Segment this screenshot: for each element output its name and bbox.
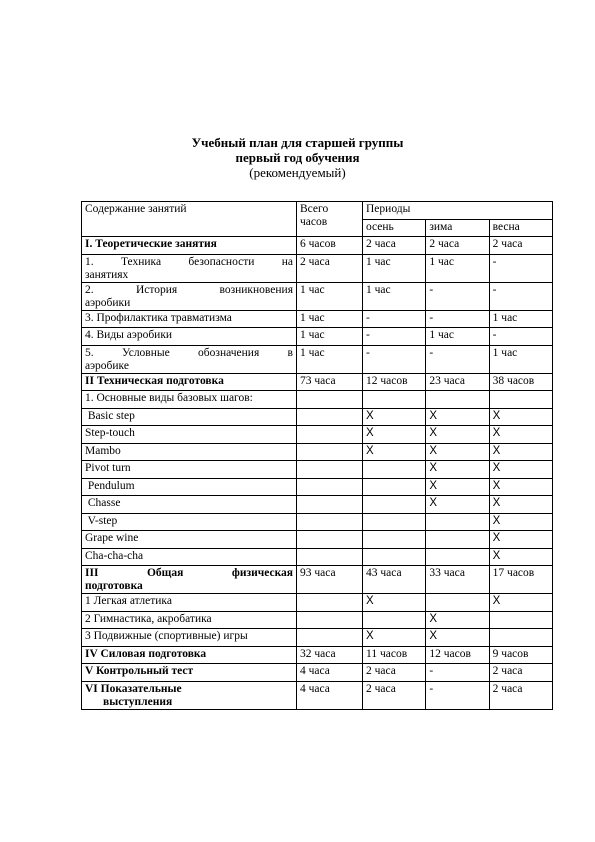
row-spring: -: [489, 328, 552, 346]
row-autumn: [363, 496, 426, 514]
row-spring: 1 час: [489, 345, 552, 373]
row-winter: X: [426, 496, 489, 514]
row-total: [297, 531, 363, 549]
row-winter: X: [426, 443, 489, 461]
row-spring: 2 часа: [489, 664, 552, 682]
row-total: [297, 513, 363, 531]
title-line-1: Учебный план для старшей группы: [191, 135, 404, 150]
row-total: 4 часа: [297, 681, 363, 709]
table-row: [82, 408, 553, 426]
row-label: I. Теоретические занятия: [82, 237, 297, 255]
row-autumn: 1 час: [363, 254, 426, 282]
row-total: [297, 629, 363, 647]
table-header-row: [82, 202, 553, 220]
row-winter: X: [426, 611, 489, 629]
row-total: 1 час: [297, 328, 363, 346]
table-row: [82, 282, 553, 310]
table-row: [82, 496, 553, 514]
row-label-line2: занятиях: [85, 268, 129, 281]
row-winter: X: [426, 629, 489, 647]
row-label: Cha-cha-cha: [82, 548, 297, 566]
row-label: [82, 254, 297, 282]
row-spring: -: [489, 254, 552, 282]
row-autumn: 1 час: [363, 282, 426, 310]
row-autumn: X: [363, 426, 426, 444]
header-content: Содержание занятий: [82, 202, 297, 237]
row-spring: 38 часов: [489, 373, 552, 391]
row-autumn: X: [363, 629, 426, 647]
row-winter: 12 часов: [426, 646, 489, 664]
row-label: 4. Виды аэробики: [82, 328, 297, 346]
table-row: [82, 594, 553, 612]
table-row: [82, 328, 553, 346]
header-periods: Периоды: [363, 202, 553, 220]
row-autumn: [363, 531, 426, 549]
row-autumn: [363, 478, 426, 496]
row-total: [297, 461, 363, 479]
row-label-line1: VI Показательные: [85, 682, 182, 695]
row-total: [297, 611, 363, 629]
row-label: Chasse: [82, 496, 297, 514]
row-label-line1: 5. Условные обозначения в: [85, 346, 293, 359]
row-total: 2 часа: [297, 254, 363, 282]
table-row: [82, 426, 553, 444]
row-autumn: 11 часов: [363, 646, 426, 664]
row-winter: [426, 548, 489, 566]
row-winter: X: [426, 461, 489, 479]
row-label: [82, 681, 297, 709]
row-autumn: 43 часа: [363, 566, 426, 594]
row-label: 2 Гимнастика, акробатика: [82, 611, 297, 629]
row-winter: 2 часа: [426, 237, 489, 255]
row-winter: -: [426, 310, 489, 328]
row-autumn: X: [363, 594, 426, 612]
table-row: [82, 254, 553, 282]
row-winter: -: [426, 345, 489, 373]
row-label: 1 Легкая атлетика: [82, 594, 297, 612]
row-label: 1. Основные виды базовых шагов:: [82, 391, 297, 409]
row-label: V Контрольный тест: [82, 664, 297, 682]
row-spring: X: [489, 496, 552, 514]
row-total: [297, 426, 363, 444]
row-winter: X: [426, 408, 489, 426]
row-label: Step-touch: [82, 426, 297, 444]
row-total: [297, 478, 363, 496]
header-total: [297, 202, 363, 237]
row-label: [82, 566, 297, 594]
row-spring: 2 часа: [489, 681, 552, 709]
row-label-line1: 1. Техника безопасности на: [85, 255, 293, 268]
table-row: [82, 373, 553, 391]
table-row: [82, 646, 553, 664]
row-label: IV Силовая подготовка: [82, 646, 297, 664]
row-winter: 1 час: [426, 328, 489, 346]
row-spring: 17 часов: [489, 566, 552, 594]
table-row: [82, 629, 553, 647]
row-winter: -: [426, 664, 489, 682]
row-winter: [426, 391, 489, 409]
row-spring: 9 часов: [489, 646, 552, 664]
row-spring: [489, 611, 552, 629]
title-line-3: (рекомендуемый): [249, 165, 346, 180]
row-spring: X: [489, 426, 552, 444]
row-label: 3 Подвижные (спортивные) игры: [82, 629, 297, 647]
row-total: [297, 548, 363, 566]
document-title: [0, 135, 595, 180]
row-autumn: [363, 611, 426, 629]
row-total: 73 часа: [297, 373, 363, 391]
row-label-line2: подготовка: [85, 580, 143, 592]
row-spring: X: [489, 408, 552, 426]
row-total: [297, 594, 363, 612]
row-winter: X: [426, 478, 489, 496]
row-total: [297, 443, 363, 461]
row-autumn: [363, 548, 426, 566]
row-spring: X: [489, 461, 552, 479]
row-spring: 1 час: [489, 310, 552, 328]
row-label-line2: выступления: [103, 695, 173, 708]
row-autumn: X: [363, 443, 426, 461]
row-autumn: -: [363, 345, 426, 373]
row-spring: 2 часа: [489, 237, 552, 255]
table-row: [82, 443, 553, 461]
row-spring: X: [489, 478, 552, 496]
row-autumn: 2 часа: [363, 681, 426, 709]
row-total: 93 часа: [297, 566, 363, 594]
row-label: II Техническая подготовка: [82, 373, 297, 391]
row-winter: [426, 531, 489, 549]
header-autumn: осень: [363, 219, 426, 237]
row-autumn: 2 часа: [363, 664, 426, 682]
table-row: [82, 391, 553, 409]
row-winter: 1 час: [426, 254, 489, 282]
row-winter: [426, 594, 489, 612]
row-total: [297, 496, 363, 514]
row-total: 1 час: [297, 310, 363, 328]
row-autumn: [363, 461, 426, 479]
header-total-line2: часов: [300, 216, 328, 228]
row-label: [82, 345, 297, 373]
table-row: [82, 664, 553, 682]
row-spring: X: [489, 443, 552, 461]
row-label-line1: III Общая физическая: [85, 567, 293, 579]
row-winter: 33 часа: [426, 566, 489, 594]
row-label: Basic step: [82, 408, 297, 426]
row-autumn: 2 часа: [363, 237, 426, 255]
row-label: 3. Профилактика травматизма: [82, 310, 297, 328]
table-row: [82, 237, 553, 255]
row-label: [82, 282, 297, 310]
row-total: 32 часа: [297, 646, 363, 664]
row-autumn: -: [363, 328, 426, 346]
table-row: [82, 681, 553, 709]
table-row: [82, 513, 553, 531]
row-autumn: 12 часов: [363, 373, 426, 391]
row-spring: X: [489, 513, 552, 531]
table-row: [82, 548, 553, 566]
row-total: 4 часа: [297, 664, 363, 682]
table-row: [82, 566, 553, 594]
row-autumn: [363, 391, 426, 409]
row-total: [297, 408, 363, 426]
table-row: [82, 461, 553, 479]
table-row: [82, 531, 553, 549]
row-label-line1: 2. История возникновения: [85, 283, 293, 296]
table-row: [82, 345, 553, 373]
row-label-line2: аэробики: [85, 296, 131, 309]
table-row: [82, 611, 553, 629]
header-total-line1: Всего: [300, 203, 329, 215]
row-total: 6 часов: [297, 237, 363, 255]
row-label: Pivot turn: [82, 461, 297, 479]
row-winter: X: [426, 426, 489, 444]
row-total: [297, 391, 363, 409]
row-autumn: [363, 513, 426, 531]
row-winter: [426, 513, 489, 531]
row-total: 1 час: [297, 345, 363, 373]
row-spring: X: [489, 531, 552, 549]
row-spring: -: [489, 282, 552, 310]
row-label: Pendulum: [82, 478, 297, 496]
row-autumn: X: [363, 408, 426, 426]
row-label: Grape wine: [82, 531, 297, 549]
row-winter: -: [426, 681, 489, 709]
row-spring: [489, 391, 552, 409]
table-row: [82, 478, 553, 496]
row-spring: X: [489, 594, 552, 612]
row-total: 1 час: [297, 282, 363, 310]
curriculum-table: [81, 201, 553, 710]
row-label-line2: аэробике: [85, 359, 129, 372]
row-spring: [489, 629, 552, 647]
row-spring: X: [489, 548, 552, 566]
row-winter: 23 часа: [426, 373, 489, 391]
header-spring: весна: [489, 219, 552, 237]
row-autumn: -: [363, 310, 426, 328]
header-winter: зима: [426, 219, 489, 237]
row-label: V-step: [82, 513, 297, 531]
row-winter: -: [426, 282, 489, 310]
table-row: [82, 310, 553, 328]
title-line-2: первый год обучения: [235, 150, 360, 165]
row-label: Mambo: [82, 443, 297, 461]
